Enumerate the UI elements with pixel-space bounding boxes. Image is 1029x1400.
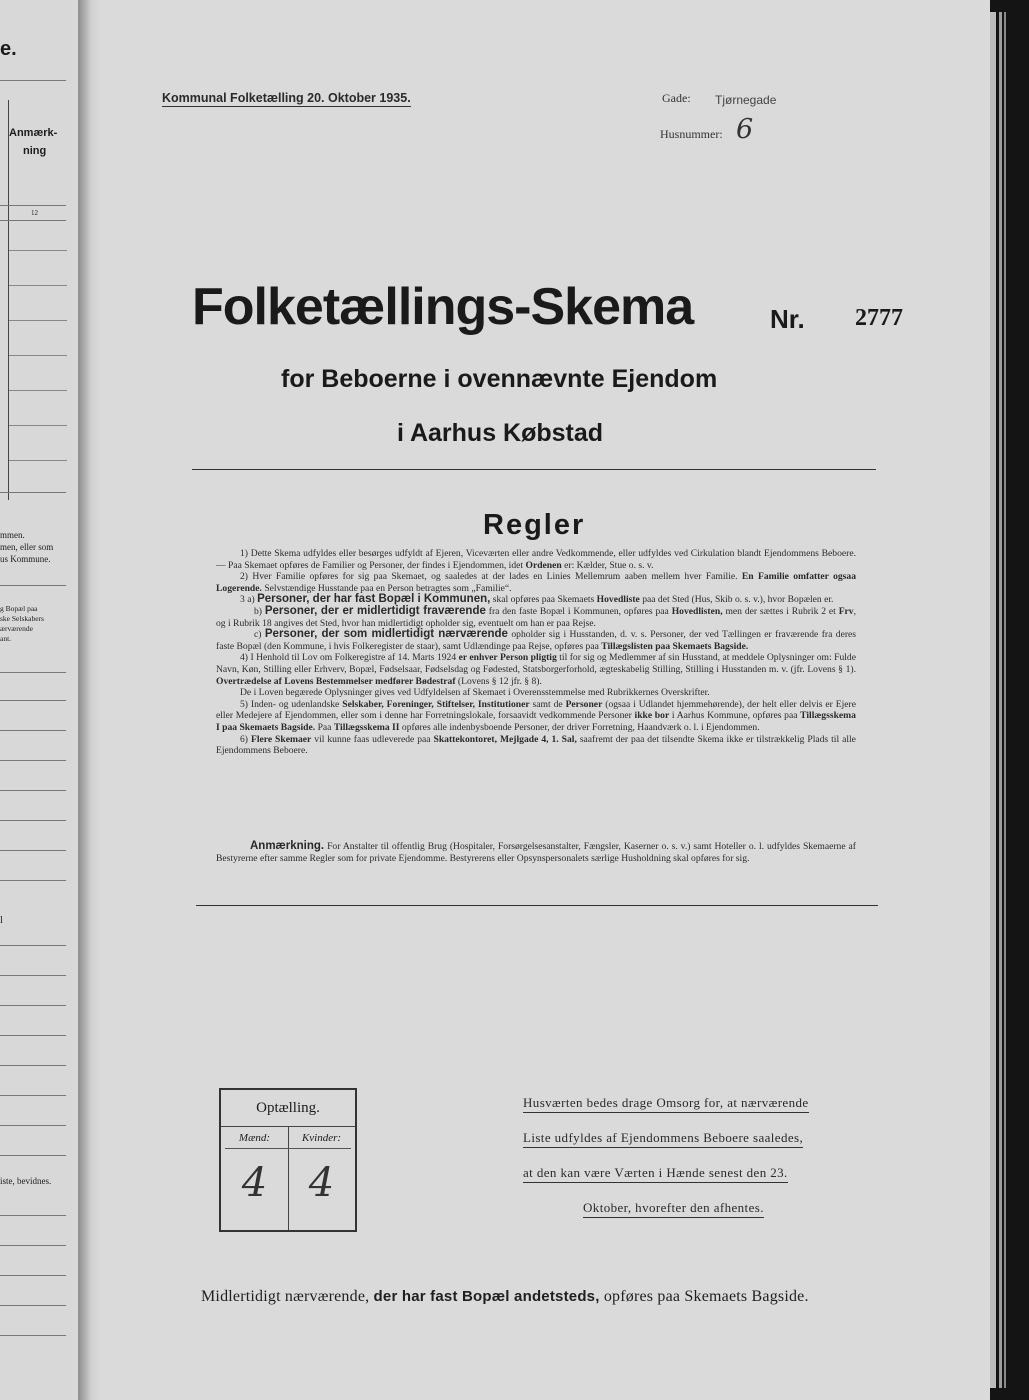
rule-1-bold: Ordenen (525, 559, 562, 571)
census-title: Kommunal Folketælling 20. Oktober 1935. (162, 91, 411, 105)
left-page-row-line (9, 355, 67, 356)
rule-1-text: er: Kælder, Stue o. s. v. (564, 559, 654, 571)
remark-paragraph (216, 841, 856, 865)
left-page-text: men, eller som (0, 542, 54, 552)
left-page-rule (0, 760, 66, 761)
rule-3a-bold: Hovedliste (596, 594, 640, 606)
left-page-text: g Bopæl paa (0, 604, 38, 613)
left-page-text: ant. (0, 634, 12, 643)
footer-instruction (201, 1288, 809, 1306)
left-page-rule (0, 880, 66, 881)
left-page-col-label-2: ning (23, 145, 47, 157)
rule-6-text: 6) (240, 733, 248, 745)
page-edge (1004, 12, 1006, 1388)
left-page-rule (0, 1335, 66, 1336)
left-page-rule (0, 492, 66, 493)
left-page-row-line (9, 460, 67, 461)
left-page-rule (0, 205, 66, 206)
rule-3c-emphasis: Personer, der som midlertidigt nærværende (264, 628, 508, 641)
left-page-rule (0, 1065, 66, 1066)
rule-6-text: vil kunne faas udleverede paa (314, 733, 431, 745)
remark-text: For Anstalter til offentlig Brug (Hospitaler, Forsørgelsesanstalter, Fængsler, Kaserner o. s. v.) samt Hoteller o. l. udfyldes Skemaerne af Bestyrerne efter samme Regler som for private Ejendomme. Bestyrerens eller Opsynspersonalets særlige Husholdning skal opføres for sig. (216, 841, 856, 864)
rule-5-bold: Selskaber, Foreninger, Stiftelser, Institutioner (342, 698, 530, 710)
left-page-rule (0, 1005, 66, 1006)
rule-2-bold: En Familie omfatter ogsaa Logerende. (216, 571, 856, 594)
form-subtitle-1: for Beboerne i ovennævnte Ejendom (281, 365, 718, 393)
rule-5-bold: Tillægsskema I paa Skemaets Bagside. (216, 710, 856, 733)
left-page-text: iste, bevidnes. (0, 1176, 52, 1186)
left-page-rule (0, 672, 66, 673)
left-page-rule (0, 1245, 66, 1246)
remark-divider (196, 905, 878, 906)
rule-3b-text: men der sættes i Rubrik 2 et (725, 605, 836, 617)
left-page-rule (0, 820, 66, 821)
rules-text (216, 548, 856, 757)
house-number-label: Husnummer: (660, 127, 723, 141)
left-page-row-line (9, 390, 67, 391)
rule-4-bold: Overtrædelse af Lovens Bestemmelser medfører Bødestraf (216, 675, 456, 687)
left-page-rule (0, 700, 66, 701)
left-page-text: us Kommune. (0, 554, 51, 564)
left-page-rule (0, 1035, 66, 1036)
rule-5-text: (ogsaa i Udlandet hjemmehørende), der helt eller delvis er Ejere eller Medejere af Ejendommen, eller som i denne har Forretningslokale, forsaavidt vedkommende Personer (216, 698, 857, 722)
rule-5-text: opføres alle indenbysboende Personer, der driver Forretning, Haandværk o. l. i Ejendommen. (401, 721, 760, 733)
rule-3b-emphasis: Personer, der er midlertidigt fraværende (264, 604, 486, 617)
rule-5-bold: Personer (565, 698, 603, 710)
left-page-row-line (9, 285, 67, 286)
page-edge (990, 12, 996, 1388)
left-page-col-number: 12 (31, 209, 38, 217)
book-gutter (78, 0, 100, 1400)
left-page-rule (0, 850, 66, 851)
left-page-text: mmen. (0, 530, 25, 540)
left-page-row-line (9, 425, 67, 426)
left-page-text: ske Selskabers (0, 614, 44, 623)
left-page-rule (0, 80, 66, 81)
tally-title: Optælling. (256, 1100, 320, 1116)
rule-3a-text: skal opføres paa Skemaets (492, 594, 595, 606)
tally-divider (225, 1148, 351, 1149)
left-page-rule (0, 1305, 66, 1306)
house-number-value: 6 (736, 114, 754, 145)
left-page-column-line (8, 100, 9, 500)
left-page-rule (0, 1155, 66, 1156)
rule-3c-prefix: c) (254, 629, 262, 641)
notice-line-4: Oktober, hvorefter den afhentes. (583, 1200, 764, 1218)
left-page-text: l (0, 915, 3, 926)
rule-5-text: i Aarhus Kommune, opføres paa (671, 710, 798, 722)
street-value: Tjørnegade (715, 93, 777, 107)
left-page-rule (0, 1095, 66, 1096)
rule-1-text: 1) Dette Skema udfyldes eller besørges udfyldt af Ejeren, Viceværten eller andre Vedkommende, eller udfyldes ved Cirkulation blandt Ejendommens Beboere. — Paa Skemaet opføres de Familier og Personer, der findes i Ejendommen, idet (216, 548, 856, 571)
left-page-rule (0, 1215, 66, 1216)
left-page-rule (0, 945, 66, 946)
rule-4-text: til for sig og Medlemmer af sin Husstand, at meddele Oplysninger om: Fulde Navn, Køn, Stilling eller Erhverv, Bopæl, Fødselsaar, Fødselsdag og Fødested, Statsborgerforhold, ægteskabelig Stilling, Stilling i Husstanden m. v. (jfr. Lovens § 1). (216, 652, 856, 675)
footer-text: Midlertidigt nærværende, (201, 1288, 370, 1305)
rule-3b-prefix: b) (254, 605, 262, 617)
rule-3b-bold: Frv (838, 605, 854, 617)
left-page-col-label-1: Anmærk- (9, 127, 58, 139)
rule-5-bold: Tillægsskema II (333, 721, 400, 733)
footer-bold-text: der har fast Bopæl andetsteds, (373, 1288, 600, 1305)
rule-3c-text: opholder sig i Husstanden, d. v. s. Personer, der ved Tællingen er fraværende fra deres faste Bopæl (den Kommune, i hvis Folkeregister de staar), samt Udlændinge paa Rejse, opføres paa (216, 629, 857, 652)
rule-3b-text: , og i Rubrik 18 angives det Sted, hvor han midlertidigt opholder sig, eventuelt om han er paa Rejse. (216, 605, 857, 629)
left-page-rule (0, 975, 66, 976)
rule-4-text: (Lovens § 12 jfr. § 8). (457, 675, 542, 687)
rule-3a-prefix: 3 a) (240, 594, 255, 606)
rule-4-text: 4) I Henhold til Lov om Folkeregistre af 14. Marts 1924 (240, 652, 457, 664)
left-page-heading: e. (0, 38, 17, 60)
title-divider (192, 469, 876, 470)
notice-line-1: Husværten bedes drage Omsorg for, at nærværende (523, 1095, 809, 1113)
form-number-label: Nr. (770, 304, 805, 334)
rule-6-text: saafremt der paa det tilsendte Skema ikke er tilstrækkelig Plads til alle Ejendommens Beboere. (216, 733, 856, 757)
remark-label: Anmærkning. (250, 840, 325, 852)
rule-4-bold: er enhver Person pligtig (458, 652, 557, 664)
left-page-rule (0, 585, 66, 586)
left-page-rule (0, 730, 66, 731)
footer-text: opføres paa Skemaets Bagside. (603, 1288, 809, 1305)
rule-2-text: 2) Hver Familie opføres for sig paa Skemaet, og saaledes at der lades en Linies Mellemrum aaben mellem hver Familie. (240, 571, 738, 583)
rule-2-text: Selvstændige Husstande paa en Person betragtes som „Familie“. (264, 582, 512, 594)
rule-3b-text: fra den faste Bopæl i Kommunen, opføres paa (488, 605, 669, 617)
rule-3b-bold: Hovedlisten, (671, 605, 723, 617)
left-page-text: ærværende (0, 624, 33, 633)
book-page-edges (990, 0, 1029, 1400)
street-label: Gade: (662, 91, 691, 105)
rule-5-text: 5) Inden- og udenlandske (240, 698, 340, 710)
rule-3a-text: paa det Sted (Hus, Skib o. s. v.), hvor Bopælen er. (642, 594, 834, 606)
rule-3c-bold: Tillægslisten paa Skemaets Bagside. (601, 640, 749, 652)
left-page-row-line (9, 320, 67, 321)
census-form-page (100, 0, 990, 1400)
left-page-rule (0, 1125, 66, 1126)
notice-line-3: at den kan være Værten i Hænde senest den 23. (523, 1165, 788, 1183)
women-count: 4 (308, 1160, 335, 1206)
rule-5-text: Paa (317, 721, 332, 733)
page-edge (999, 12, 1002, 1388)
form-title: Folketællings-Skema (192, 278, 694, 336)
rule-5-bold: ikke bor (634, 710, 670, 722)
rule-5-text: samt de (532, 698, 563, 710)
rule-3a-emphasis: Personer, der har fast Bopæl i Kommunen, (257, 593, 491, 606)
women-label: Kvinder: (301, 1132, 342, 1144)
form-number-value: 2777 (855, 305, 903, 331)
form-subtitle-2: i Aarhus Købstad (397, 419, 604, 447)
rule-6-bold: Flere Skemaer (250, 733, 312, 745)
rules-heading: Regler (483, 509, 586, 541)
notice-line-2: Liste udfyldes af Ejendommens Beboere saaledes, (523, 1130, 803, 1148)
left-page-rule (0, 220, 66, 221)
left-page-edge (0, 0, 79, 1400)
left-page-rule (0, 1275, 66, 1276)
men-count: 4 (241, 1160, 268, 1206)
tally-box (219, 1088, 357, 1232)
rule-4-text: De i Loven begærede Oplysninger gives ved Udfyldelsen af Skemaet i Overensstemmelse med Rubrikkernes Overskrifter. (240, 687, 710, 699)
rule-6-bold: Skattekontoret, Mejlgade 4, 1. Sal, (433, 733, 577, 745)
men-label: Mænd: (238, 1132, 271, 1144)
left-page-rule (0, 790, 66, 791)
left-page-row-line (9, 250, 67, 251)
